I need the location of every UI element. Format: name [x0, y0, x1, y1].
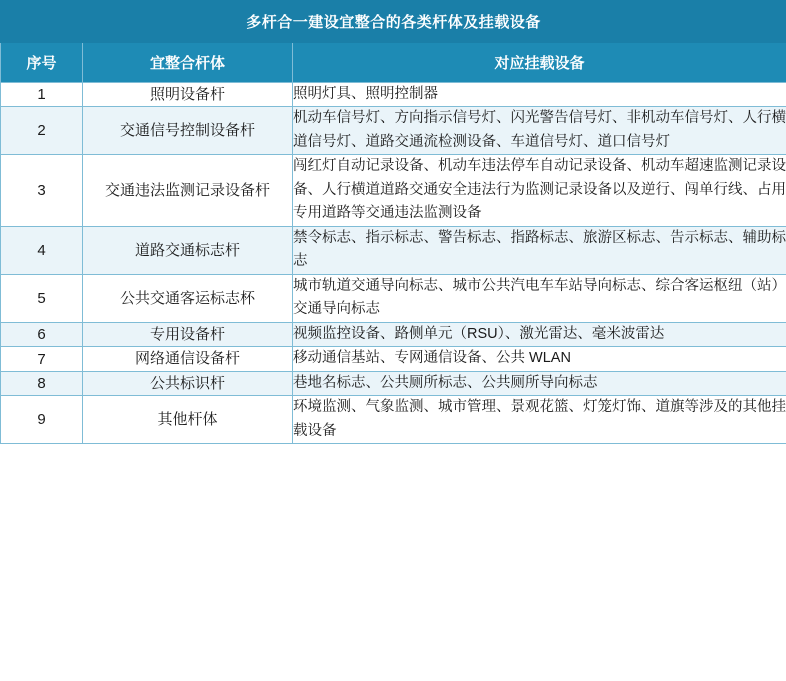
- row-pole: 交通违法监测记录设备杆: [83, 155, 293, 226]
- table-row: [1, 83, 786, 107]
- table-row: [1, 322, 786, 346]
- row-pole: 道路交通标志杆: [83, 226, 293, 274]
- column-header-pole: 宜整合杆体: [83, 43, 293, 83]
- row-pole: 专用设备杆: [83, 322, 293, 346]
- table-row: [1, 347, 786, 371]
- table-row: [1, 371, 786, 395]
- row-index: 2: [1, 107, 83, 155]
- row-devices: 闯红灯自动记录设备、机动车违法停车自动记录设备、机动车超速监测记录设备、人行横道道路交通安全违法行为监测记录设备以及逆行、闯单行线、占用专用道路等交通违法监测设备: [293, 155, 786, 226]
- row-pole: 交通信号控制设备杆: [83, 107, 293, 155]
- table-row: [1, 155, 786, 226]
- row-index: 3: [1, 155, 83, 226]
- row-index: 5: [1, 274, 83, 322]
- column-header-index: 序号: [1, 43, 83, 83]
- row-pole: 其他杆体: [83, 396, 293, 444]
- row-index: 6: [1, 322, 83, 346]
- row-devices: 禁令标志、指示标志、警告标志、指路标志、旅游区标志、告示标志、辅助标志: [293, 226, 786, 274]
- row-pole: 照明设备杆: [83, 83, 293, 107]
- row-index: 9: [1, 396, 83, 444]
- table-row: [1, 226, 786, 274]
- row-index: 8: [1, 371, 83, 395]
- row-index: 4: [1, 226, 83, 274]
- table-row: [1, 274, 786, 322]
- column-header-devices: 对应挂载设备: [293, 43, 786, 83]
- row-pole: 公共交通客运标志杯: [83, 274, 293, 322]
- row-devices: 移动通信基站、专网通信设备、公共 WLAN: [293, 347, 786, 371]
- table-header-row: [1, 43, 786, 83]
- row-devices: 巷地名标志、公共厕所标志、公共厕所导向标志: [293, 371, 786, 395]
- table-title-row: [1, 1, 786, 43]
- row-devices: 环境监测、气象监测、城市管理、景观花篮、灯笼灯饰、道旗等涉及的其他挂载设备: [293, 396, 786, 444]
- row-index: 1: [1, 83, 83, 107]
- row-devices: 视频监控设备、路侧单元（RSU）、激光雷达、毫米波雷达: [293, 322, 786, 346]
- row-devices: 机动车信号灯、方向指示信号灯、闪光警告信号灯、非机动车信号灯、人行横道信号灯、道路交通流检测设备、车道信号灯、道口信号灯: [293, 107, 786, 155]
- table-row: [1, 107, 786, 155]
- table-row: [1, 396, 786, 444]
- row-devices: 照明灯具、照明控制器: [293, 83, 786, 107]
- table-title: 多杆合一建设宜整合的各类杆体及挂载设备: [1, 1, 786, 43]
- row-pole: 公共标识杆: [83, 371, 293, 395]
- row-devices: 城市轨道交通导向标志、城市公共汽电车车站导向标志、综合客运枢纽（站）交通导向标志: [293, 274, 786, 322]
- row-index: 7: [1, 347, 83, 371]
- row-pole: 网络通信设备杆: [83, 347, 293, 371]
